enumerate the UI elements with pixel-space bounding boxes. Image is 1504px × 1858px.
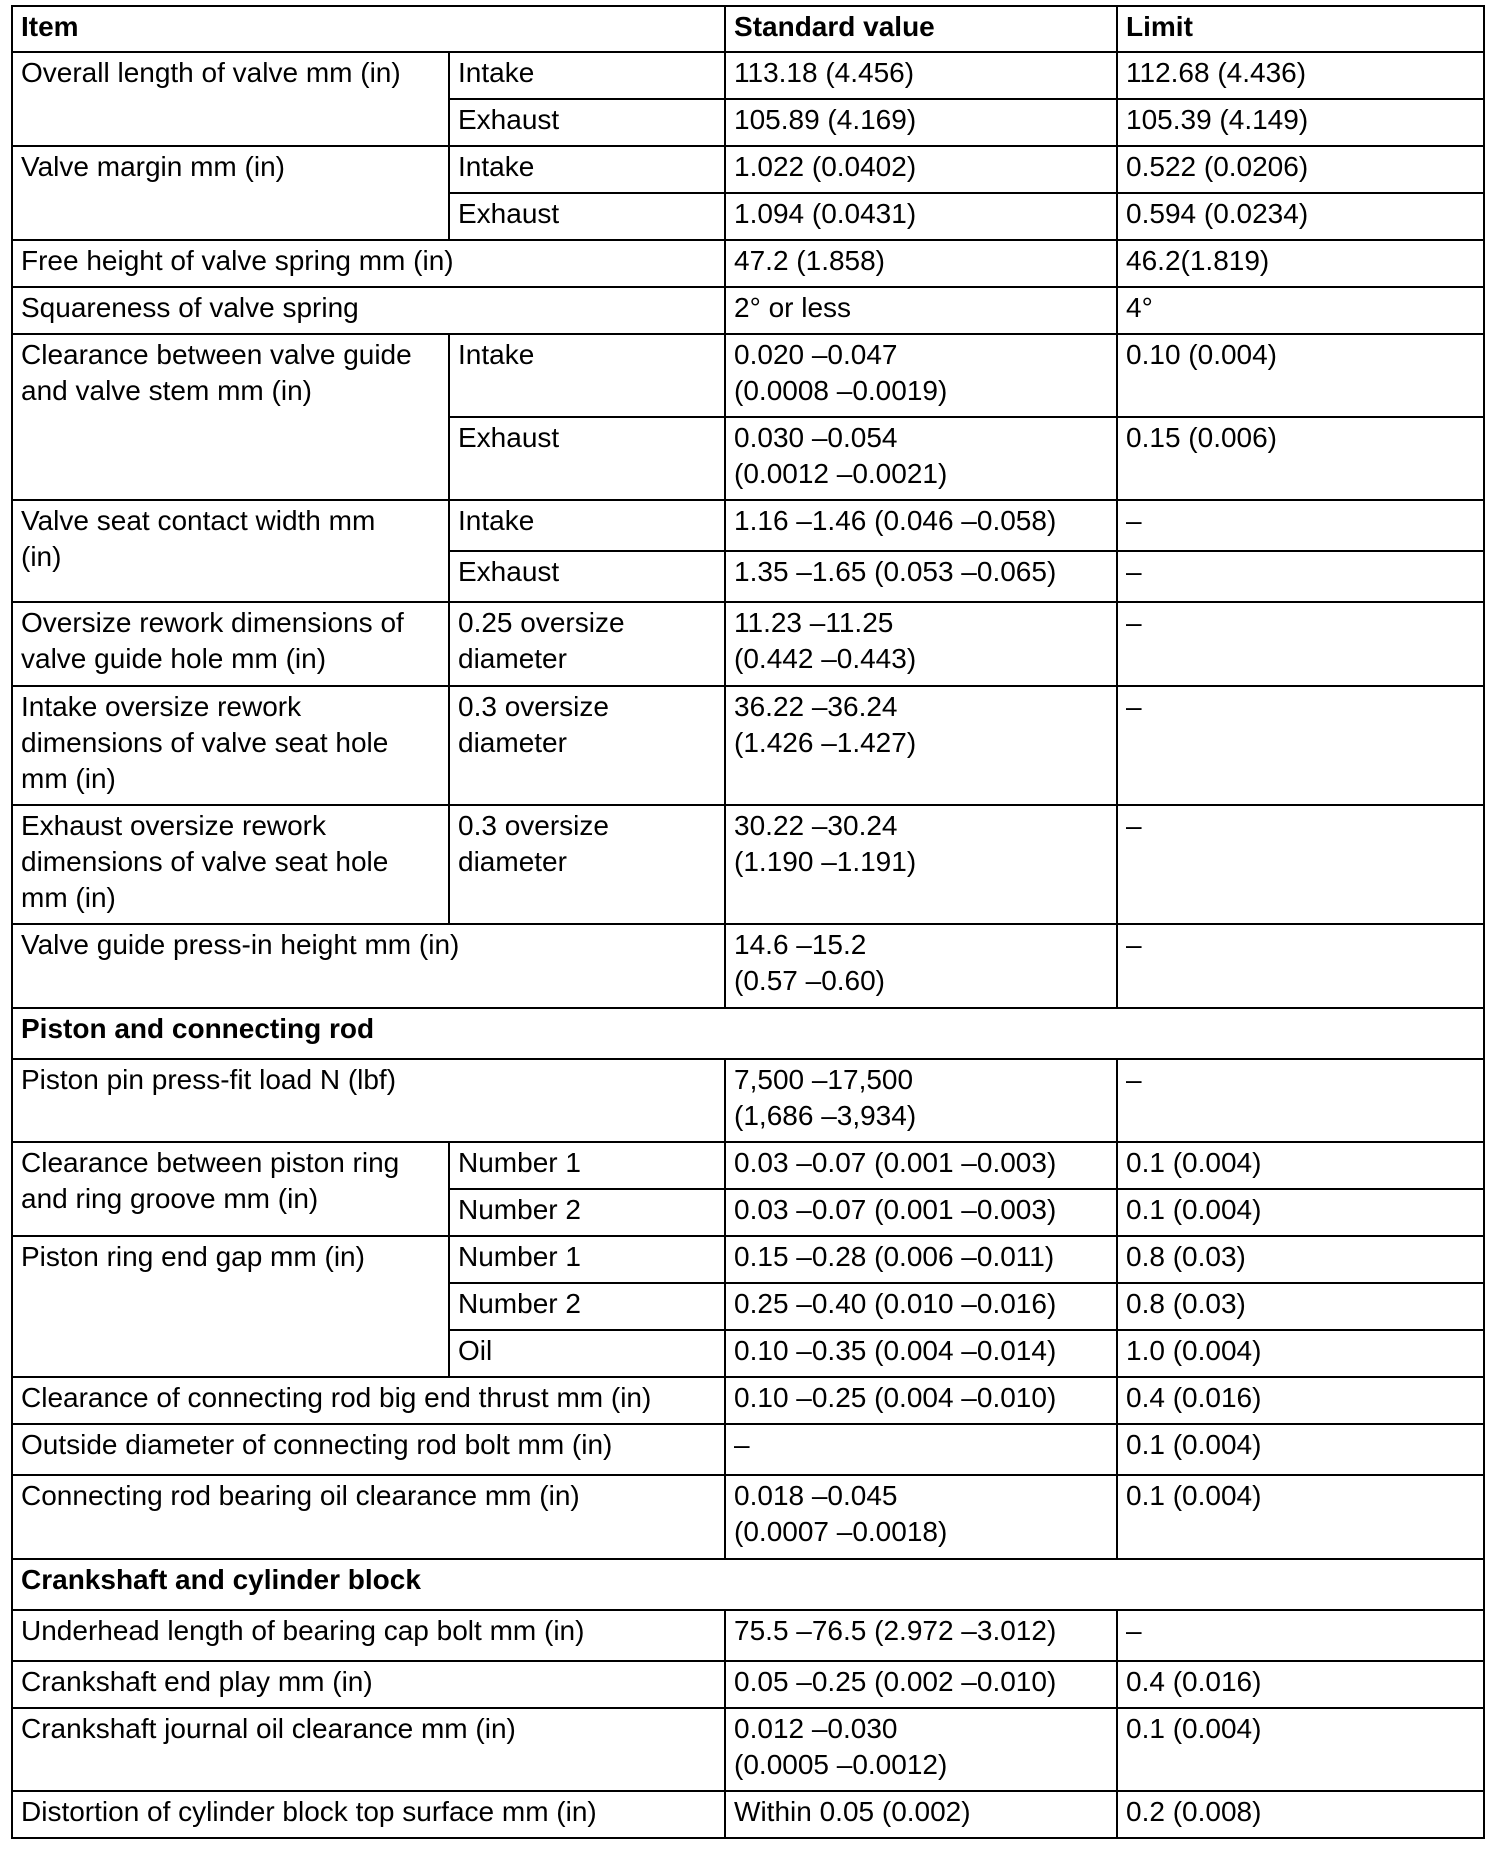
limit-cell: –: [1117, 551, 1484, 602]
standard-value-cell: 30.22 –30.24 (1.190 –1.191): [725, 805, 1117, 924]
standard-value-cell: 105.89 (4.169): [725, 99, 1117, 146]
table-row: [12, 500, 1484, 551]
limit-cell: 0.1 (0.004): [1117, 1142, 1484, 1189]
standard-value-cell: 7,500 –17,500 (1,686 –3,934): [725, 1059, 1117, 1142]
standard-value-cell: 1.022 (0.0402): [725, 146, 1117, 193]
standard-value-cell: 11.23 –11.25 (0.442 –0.443): [725, 602, 1117, 686]
limit-cell: 0.4 (0.016): [1117, 1661, 1484, 1708]
sub-cell: 0.25 oversize diameter: [449, 602, 725, 686]
limit-cell: 0.8 (0.03): [1117, 1236, 1484, 1283]
header-limit: Limit: [1117, 6, 1484, 52]
limit-cell: 0.10 (0.004): [1117, 334, 1484, 417]
limit-cell: –: [1117, 805, 1484, 924]
standard-value-cell: 0.018 –0.045 (0.0007 –0.0018): [725, 1475, 1117, 1559]
standard-value-cell: 0.25 –0.40 (0.010 –0.016): [725, 1283, 1117, 1330]
table-row: [12, 1791, 1484, 1838]
item-cell: Oversize rework dimensions of valve guide hole mm (in): [12, 602, 449, 686]
limit-cell: 0.522 (0.0206): [1117, 146, 1484, 193]
item-cell: Underhead length of bearing cap bolt mm (in): [12, 1610, 725, 1661]
header-standard-value: Standard value: [725, 6, 1117, 52]
item-cell: Clearance of connecting rod big end thrust mm (in): [12, 1377, 725, 1424]
limit-cell: 1.0 (0.004): [1117, 1330, 1484, 1377]
limit-cell: 4°: [1117, 287, 1484, 334]
standard-value-cell: 113.18 (4.456): [725, 52, 1117, 99]
table-row: [12, 1059, 1484, 1142]
standard-value-cell: 1.094 (0.0431): [725, 193, 1117, 240]
standard-value-cell: 0.10 –0.35 (0.004 –0.014): [725, 1330, 1117, 1377]
table-row: [12, 52, 1484, 99]
limit-cell: 0.1 (0.004): [1117, 1189, 1484, 1236]
standard-value-cell: 1.16 –1.46 (0.046 –0.058): [725, 500, 1117, 551]
table-row: [12, 1236, 1484, 1283]
sub-cell: Number 2: [449, 1189, 725, 1236]
table-row: [12, 1475, 1484, 1559]
header-item: Item: [12, 6, 725, 52]
standard-value-cell: 0.05 –0.25 (0.002 –0.010): [725, 1661, 1117, 1708]
standard-value-cell: 0.15 –0.28 (0.006 –0.011): [725, 1236, 1117, 1283]
section-title: Crankshaft and cylinder block: [12, 1559, 1484, 1610]
item-cell: Crankshaft end play mm (in): [12, 1661, 725, 1708]
sub-cell: Intake: [449, 52, 725, 99]
standard-value-cell: 0.012 –0.030 (0.0005 –0.0012): [725, 1708, 1117, 1791]
item-cell: Valve seat contact width mm (in): [12, 500, 449, 602]
sub-cell: Exhaust: [449, 551, 725, 602]
item-cell: Clearance between valve guide and valve stem mm (in): [12, 334, 449, 500]
item-cell: Outside diameter of connecting rod bolt mm (in): [12, 1424, 725, 1475]
table-row: [12, 1424, 1484, 1475]
limit-cell: 112.68 (4.436): [1117, 52, 1484, 99]
item-cell: Crankshaft journal oil clearance mm (in): [12, 1708, 725, 1791]
item-cell: Valve margin mm (in): [12, 146, 449, 240]
table-row: [12, 334, 1484, 417]
item-cell: Free height of valve spring mm (in): [12, 240, 725, 287]
standard-value-cell: 0.10 –0.25 (0.004 –0.010): [725, 1377, 1117, 1424]
standard-value-cell: 0.020 –0.047 (0.0008 –0.0019): [725, 334, 1117, 417]
sub-cell: Exhaust: [449, 99, 725, 146]
sub-cell: Intake: [449, 500, 725, 551]
sub-cell: Intake: [449, 334, 725, 417]
standard-value-cell: Within 0.05 (0.002): [725, 1791, 1117, 1838]
sub-cell: Exhaust: [449, 193, 725, 240]
limit-cell: 0.15 (0.006): [1117, 417, 1484, 500]
standard-value-cell: 0.03 –0.07 (0.001 –0.003): [725, 1142, 1117, 1189]
limit-cell: 0.2 (0.008): [1117, 1791, 1484, 1838]
sub-cell: Number 1: [449, 1236, 725, 1283]
item-cell: Piston ring end gap mm (in): [12, 1236, 449, 1377]
table-row: [12, 287, 1484, 334]
standard-value-cell: 47.2 (1.858): [725, 240, 1117, 287]
sub-cell: 0.3 oversize diameter: [449, 686, 725, 805]
item-cell: Intake oversize rework dimensions of valve seat hole mm (in): [12, 686, 449, 805]
table-row: [12, 1708, 1484, 1791]
limit-cell: 0.1 (0.004): [1117, 1708, 1484, 1791]
standard-value-cell: 36.22 –36.24 (1.426 –1.427): [725, 686, 1117, 805]
item-cell: Overall length of valve mm (in): [12, 52, 449, 146]
table-row: [12, 924, 1484, 1008]
limit-cell: 105.39 (4.149): [1117, 99, 1484, 146]
standard-value-cell: 0.030 –0.054 (0.0012 –0.0021): [725, 417, 1117, 500]
limit-cell: –: [1117, 924, 1484, 1008]
standard-value-cell: 14.6 –15.2 (0.57 –0.60): [725, 924, 1117, 1008]
limit-cell: –: [1117, 1610, 1484, 1661]
item-cell: Clearance between piston ring and ring groove mm (in): [12, 1142, 449, 1236]
standard-value-cell: –: [725, 1424, 1117, 1475]
header-row: [12, 6, 1484, 52]
table-row: [12, 1377, 1484, 1424]
item-cell: Exhaust oversize rework dimensions of valve seat hole mm (in): [12, 805, 449, 924]
sub-cell: Oil: [449, 1330, 725, 1377]
standard-value-cell: 75.5 –76.5 (2.972 –3.012): [725, 1610, 1117, 1661]
table-row: [12, 240, 1484, 287]
standard-value-cell: 2° or less: [725, 287, 1117, 334]
table-row: [12, 805, 1484, 924]
limit-cell: –: [1117, 500, 1484, 551]
table-row: [12, 1142, 1484, 1189]
limit-cell: 0.8 (0.03): [1117, 1283, 1484, 1330]
item-cell: Piston pin press-fit load N (lbf): [12, 1059, 725, 1142]
section-title: Piston and connecting rod: [12, 1008, 1484, 1059]
section-header-row: [12, 1008, 1484, 1059]
item-cell: Connecting rod bearing oil clearance mm (in): [12, 1475, 725, 1559]
limit-cell: 0.4 (0.016): [1117, 1377, 1484, 1424]
standard-value-cell: 0.03 –0.07 (0.001 –0.003): [725, 1189, 1117, 1236]
sub-cell: Number 2: [449, 1283, 725, 1330]
table-row: [12, 146, 1484, 193]
item-cell: Squareness of valve spring: [12, 287, 725, 334]
table-row: [12, 686, 1484, 805]
limit-cell: –: [1117, 686, 1484, 805]
standard-value-cell: 1.35 –1.65 (0.053 –0.065): [725, 551, 1117, 602]
item-cell: Distortion of cylinder block top surface mm (in): [12, 1791, 725, 1838]
section-header-row: [12, 1559, 1484, 1610]
sub-cell: Number 1: [449, 1142, 725, 1189]
sub-cell: Exhaust: [449, 417, 725, 500]
table-row: [12, 1661, 1484, 1708]
sub-cell: 0.3 oversize diameter: [449, 805, 725, 924]
limit-cell: 46.2(1.819): [1117, 240, 1484, 287]
limit-cell: –: [1117, 602, 1484, 686]
sub-cell: Intake: [449, 146, 725, 193]
item-cell: Valve guide press-in height mm (in): [12, 924, 725, 1008]
table-row: [12, 1610, 1484, 1661]
table-row: [12, 602, 1484, 686]
limit-cell: 0.1 (0.004): [1117, 1475, 1484, 1559]
spec-table: [11, 5, 1485, 1839]
limit-cell: 0.1 (0.004): [1117, 1424, 1484, 1475]
limit-cell: –: [1117, 1059, 1484, 1142]
limit-cell: 0.594 (0.0234): [1117, 193, 1484, 240]
